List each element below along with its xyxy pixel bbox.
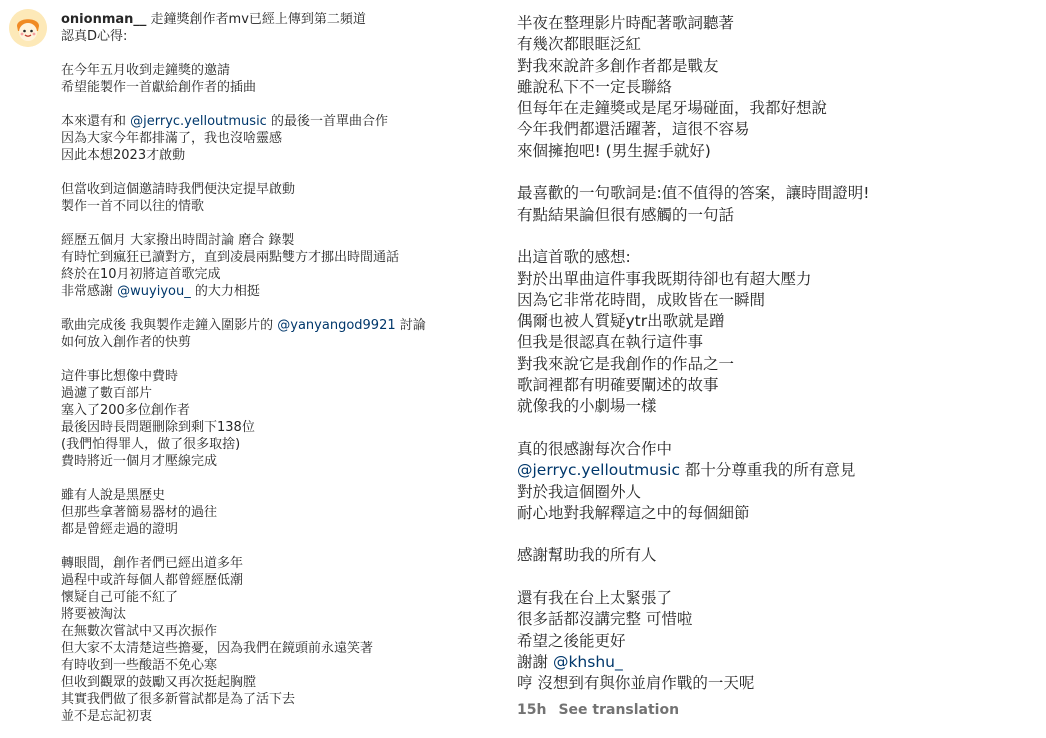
caption-text: 對我來說它是我創作的作品之一 [517,354,735,373]
caption-text: 轉眼間，創作者們已經出道多年 [61,556,244,571]
caption-line [61,147,481,164]
caption-text: 雖說私下不一定長聯絡 [517,77,673,96]
caption-text: 有點結果論但很有感觸的一句話 [517,205,735,224]
caption-blank-line [61,164,481,181]
caption-text: 認真D心得: [61,29,128,44]
caption-line [517,439,1037,460]
caption-text: 今年我們都還活躍著，這很不容易 [517,120,750,139]
caption-text: 都十分尊重我的所有意見 [679,461,856,480]
caption-line [61,674,481,691]
caption-text: 有時忙到瘋狂已讀對方，直到凌晨兩點雙方才挪出時間通話 [61,250,400,265]
caption-blank-line [517,418,1037,439]
caption-line [61,385,481,402]
caption-text: 最後因時長問題刪除到剩下138位 [61,420,255,435]
timestamp[interactable]: 15h [517,701,547,718]
caption-line [517,13,1037,34]
caption-text: 很多話都沒講完整 可惜啦 [517,610,693,629]
caption-text: 討論 [395,318,426,333]
caption-line [61,623,481,640]
caption-text: 這件事比想像中費時 [61,369,179,384]
caption-line [517,588,1037,609]
mention-link[interactable]: @jerryc.yelloutmusic [517,461,680,480]
caption-text: 歌詞裡都有明確要闡述的故事 [517,376,719,395]
caption-line [517,247,1037,268]
caption-line [61,130,481,147]
caption-text: 因此本想2023才啟動 [61,148,186,163]
caption-text: 將要被淘汰 [61,607,127,622]
caption-text: 其實我們做了很多新嘗試都是為了活下去 [61,692,296,707]
caption-text: 希望之後能更好 [517,631,626,650]
caption-line [61,487,481,504]
caption-blank-line [61,470,481,487]
caption-text: 對於我這個圈外人 [517,482,642,501]
caption-line [61,249,481,266]
caption-first-line [61,11,481,28]
mention-link[interactable]: @yanyangod9921 [277,318,396,333]
caption-text: 有幾次都眼眶泛紅 [517,35,642,54]
caption-text: 都是曾經走過的證明 [61,522,179,537]
caption-text: 有時收到一些酸語不免心寒 [61,658,218,673]
caption-text: 出這首歌的感想: [517,248,631,267]
caption-text: 塞入了200多位創作者 [61,403,190,418]
caption-blank-line [517,226,1037,247]
caption-line [61,657,481,674]
caption-line [517,34,1037,55]
caption-line [61,708,481,725]
caption-line [61,419,481,436]
caption-line [61,283,481,300]
caption-text: 就像我的小劇場一樣 [517,397,657,416]
caption-line [61,572,481,589]
caption-left-body [61,28,481,725]
caption-text: 但大家不太清楚這些擔憂，因為我們在鏡頭前永遠笑著 [61,641,374,656]
caption-line [517,183,1037,204]
caption-line [517,673,1037,694]
caption-line [517,482,1037,503]
caption-text: 雖有人說是黑歷史 [61,488,166,503]
caption-text: 過程中或許每個人都曾經歷低潮 [61,573,244,588]
caption-line [61,504,481,521]
caption-text: 並不是忘記初衷 [61,709,153,724]
caption-text: 歌曲完成後 我與製作走鐘入圍影片的 [61,318,278,333]
cartoon-onion-avatar-icon [9,9,47,47]
post-meta [517,700,1037,721]
caption-line [61,402,481,419]
caption-text: 來個擁抱吧! (男生握手就好) [517,141,711,160]
caption-line [61,691,481,708]
caption-text: 感謝幫助我的所有人 [517,546,657,565]
caption-text: 的大力相挺 [190,284,260,299]
caption-line [61,232,481,249]
caption-line [61,453,481,470]
caption-line [61,181,481,198]
caption-text: 費時將近一個月才壓線完成 [61,454,218,469]
username-link[interactable]: onionman__ [61,12,147,27]
caption-text: 終於在10月初將這首歌完成 [61,267,221,282]
caption-text: 對我來說許多創作者都是戰友 [517,56,719,75]
caption-line [61,589,481,606]
caption-text: 半夜在整理影片時配著歌詞聽著 [517,14,735,32]
caption-blank-line [61,45,481,62]
caption-text: 哼 沒想到有與你並肩作戰的一天呢 [517,674,755,693]
caption-line [517,396,1037,417]
caption-line [61,640,481,657]
caption-text: 經歷五個月 大家撥出時間討論 磨合 錄製 [61,233,295,248]
caption-line [61,334,481,351]
see-translation-button[interactable]: See translation [558,701,680,718]
mention-link[interactable]: @wuyiyou_ [117,284,191,299]
caption-line [61,521,481,538]
caption-blank-line [61,538,481,555]
caption-line [61,113,481,130]
caption-text: 但我是很認真在執行這件事 [517,333,704,352]
caption-line [517,460,1037,481]
caption-blank-line [61,300,481,317]
caption-line [517,503,1037,524]
caption-line [61,28,481,45]
caption-text: 在今年五月收到走鐘獎的邀請 [61,63,231,78]
caption-line [517,56,1037,77]
caption-text: 非常感謝 [61,284,118,299]
caption-text: 但那些拿著簡易器材的過往 [61,505,218,520]
caption-line [517,311,1037,332]
caption-line [517,98,1037,119]
caption-line [61,555,481,572]
caption-line [517,354,1037,375]
caption-text: 過濾了數百部片 [61,386,153,401]
caption-line [61,62,481,79]
caption-blank-line [517,567,1037,588]
caption-text: 如何放入創作者的快剪 [61,335,192,350]
caption-line [61,198,481,215]
caption-line [61,266,481,283]
caption-text: 但收到觀眾的鼓勵又再次挺起胸膛 [61,675,257,690]
caption-text: 偶爾也被人質疑ytr出歌就是蹭 [517,312,725,331]
caption-text: 製作一首不同以往的情歌 [61,199,205,214]
caption-line [517,652,1037,673]
caption-line [517,141,1037,162]
caption-text: 本來還有和 [61,114,131,129]
caption-line [517,290,1037,311]
caption-blank-line [61,96,481,113]
caption-blank-line [61,351,481,368]
caption-text: 還有我在台上太緊張了 [517,589,673,608]
caption-text: 謝謝 [517,652,553,671]
caption-line [61,79,481,96]
caption-line [61,368,481,385]
caption-text: 最喜歡的一句歌詞是:值不值得的答案，讓時間證明! [517,184,870,203]
caption-left-column [61,11,481,725]
caption-line [517,609,1037,630]
caption-text: 的最後一首單曲合作 [266,114,388,129]
mention-link[interactable]: @jerryc.yelloutmusic [130,114,267,129]
caption-text: 在無數次嘗試中又再次振作 [61,624,218,639]
caption-line [61,317,481,334]
caption-intro-text: 走鐘獎創作者mv已經上傳到第二頻道 [146,12,366,27]
caption-blank-line [517,162,1037,183]
caption-text: 對於出單曲這件事我既期待卻也有超大壓力 [517,269,812,288]
caption-line [517,375,1037,396]
caption-text: (我們怕得罪人，做了很多取捨) [61,437,241,452]
caption-blank-line [517,524,1037,545]
caption-line [517,205,1037,226]
caption-right-column [517,13,1037,721]
caption-text: 因為它非常花時間，成敗皆在一瞬間 [517,290,766,309]
caption-text: 耐心地對我解釋這之中的每個細節 [517,503,750,522]
caption-text: 懷疑自己可能不紅了 [61,590,179,605]
caption-blank-line [61,215,481,232]
caption-line [61,436,481,453]
caption-text: 希望能製作一首獻給創作者的插曲 [61,80,257,95]
caption-text: 但每年在走鐘獎或是尾牙場碰面，我都好想說 [517,99,828,118]
caption-text: 因為大家今年都排滿了，我也沒啥靈感 [61,131,283,146]
caption-line [517,631,1037,652]
caption-text: 但當收到這個邀請時我們便決定提早啟動 [61,182,296,197]
caption-right-body [517,13,1037,695]
avatar[interactable] [9,9,47,47]
caption-line [61,606,481,623]
caption-line [517,545,1037,566]
caption-line [517,269,1037,290]
caption-text: 真的很感謝每次合作中 [517,439,673,458]
mention-link[interactable]: @khshu_ [552,652,623,671]
caption-line [517,77,1037,98]
caption-line [517,332,1037,353]
caption-line [517,119,1037,140]
